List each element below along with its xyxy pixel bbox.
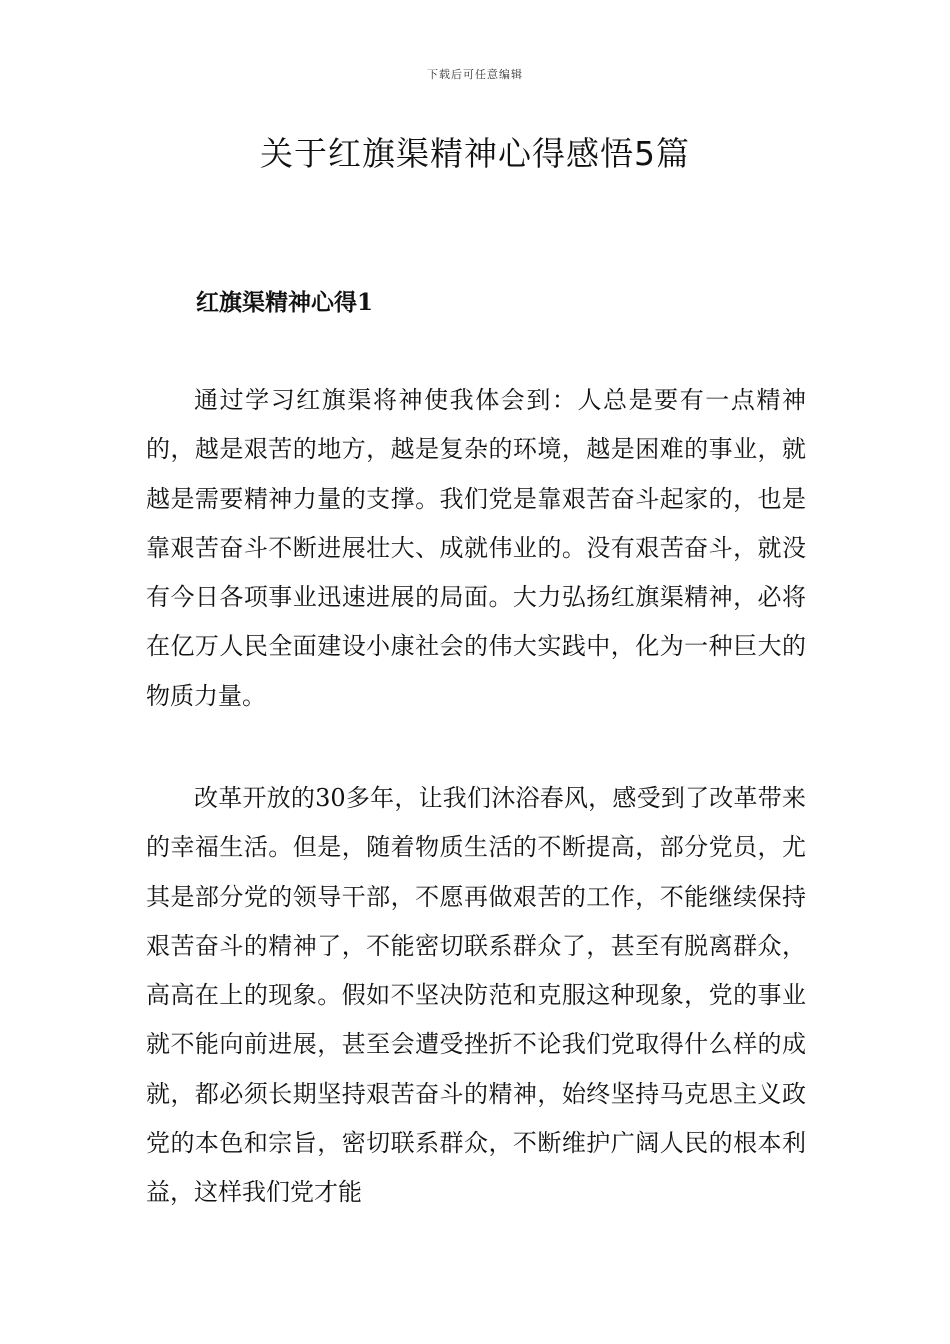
section-heading: 红旗渠精神心得1 — [196, 289, 374, 316]
header-note: 下载后可任意编辑 — [427, 68, 523, 81]
document-title: 关于红旗渠精神心得感悟5篇 — [260, 134, 690, 173]
paragraph-2: 改革开放的30多年，让我们沐浴春风，感受到了改革带来的幸福生活。但是，随着物质生活的不断提高，部分党员，尤其是部分党的领导干部，不愿再做艰苦的工作，不能继续保持艰苦奋斗的精神了，不能密切联系群众了，甚至有脱离群众，高高在上的现象。假如不坚决防范和克服这种现象，党的事业就不能向前进展，甚至会遭受挫折不论我们党取得什么样的成就，都必须长期坚持艰苦奋斗的精神，始终坚持马克思主义政党的本色和宗旨，密切联系群众，不断维护广阔人民的根本利益，这样我们党才能 — [146, 784, 806, 1207]
paragraph-1: 通过学习红旗渠将神使我体会到：人总是要有一点精神的，越是艰苦的地方，越是复杂的环境，越是困难的事业，就越是需要精神力量的支撑。我们党是靠艰苦奋斗起家的，也是靠艰苦奋斗不断进展壮大、成就伟业的。没有艰苦奋斗，就没有今日各项事业迅速进展的局面。大力弘扬红旗渠精神，必将在亿万人民全面建设小康社会的伟大实践中，化为一种巨大的物质力量。 — [146, 386, 806, 710]
